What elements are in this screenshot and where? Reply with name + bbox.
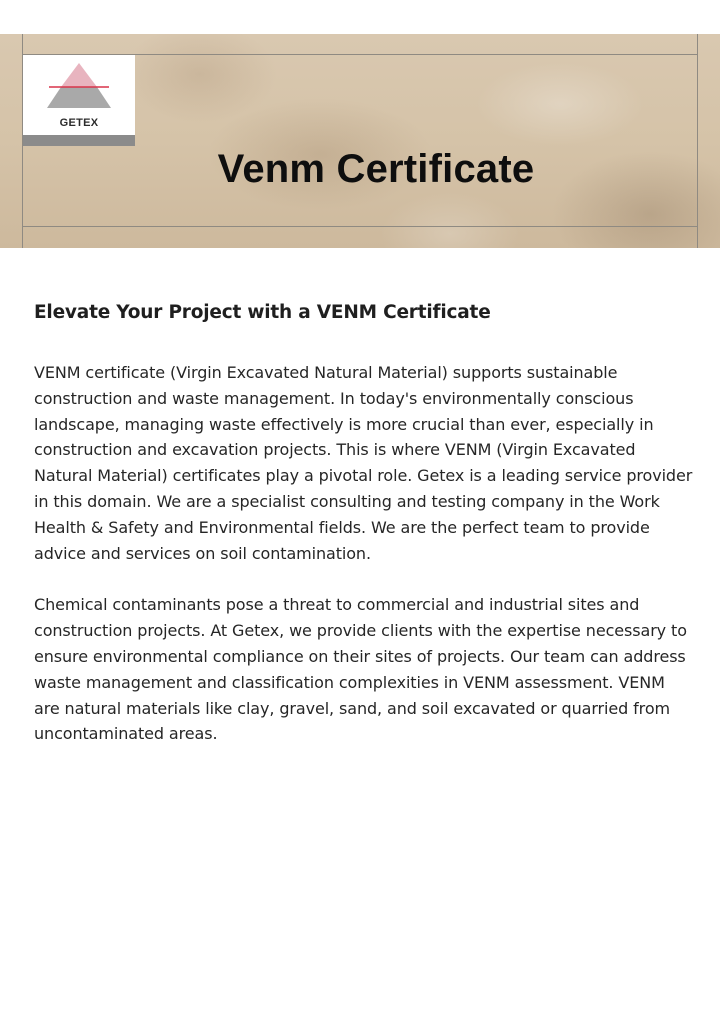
- article-content: [34, 300, 694, 773]
- page-title: Venm Certificate: [217, 147, 535, 191]
- frame-line-right: [697, 34, 698, 248]
- logo-bar: [23, 135, 135, 146]
- getex-triangle-logo-icon: [23, 55, 135, 117]
- frame-line-bottom: [22, 226, 698, 227]
- article-paragraph-2: Chemical contaminants pose a threat to commercial and industrial sites and construction projects. At Getex, we provide clients with the expertise necessary to ensure environmental compliance on their sites of projects. Our team can address waste management and classification complexities in VENM assessment. VENM are natural materials like clay, gravel, sand, and soil excavated or quarried from uncontaminated areas.: [34, 595, 687, 744]
- article-paragraph-1: VENM certificate (Virgin Excavated Natural Material) supports sustainable construction and waste management. In today's environmentally conscious landscape, managing waste effectively is more crucial than ever, especially in construction and excavation projects. This is where VENM (Virgin Excavated Natural Material) certificates play a pivotal role. Getex is a leading service provider in this domain. We are a specialist consulting and testing company in the Work Health & Safety and Environmental fields. We are the perfect team to provide advice and services on soil contamination.: [34, 363, 693, 563]
- logo-text: GETEX: [59, 117, 99, 129]
- header-banner: [0, 34, 720, 248]
- getex-logo: [23, 55, 135, 146]
- article-heading: Elevate Your Project with a VENM Certificate: [34, 302, 491, 323]
